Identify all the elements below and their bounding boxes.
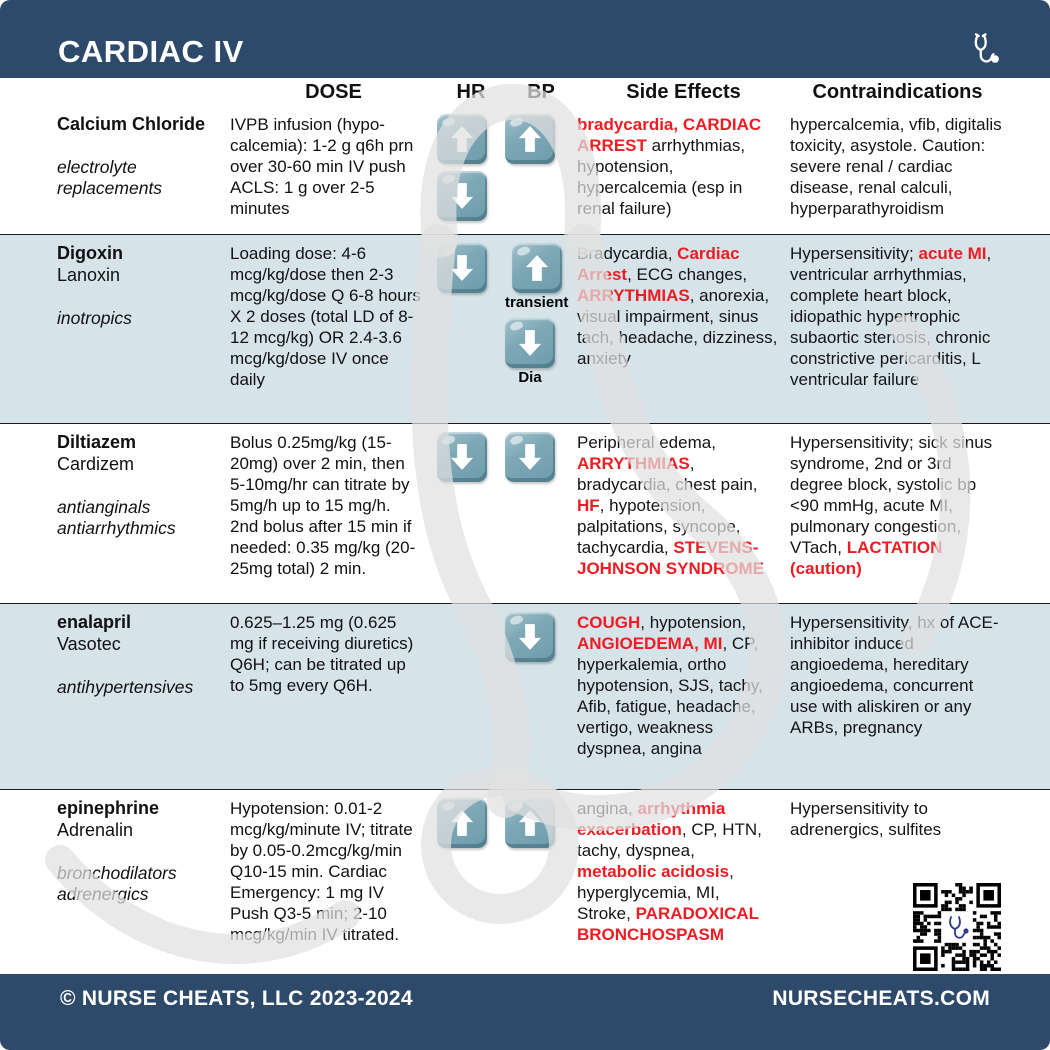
side-effects-text <box>577 432 790 599</box>
down-arrow-icon <box>505 318 555 368</box>
alert-text: bradycardia, CARDIAC ARREST <box>577 115 762 155</box>
drug-class <box>57 157 220 199</box>
body-text: Hypersensitivity; <box>790 244 919 263</box>
side-effects-text <box>577 798 790 969</box>
drug-name: enalapril <box>57 612 132 632</box>
drug-class-line: antiarrhythmics <box>57 518 176 538</box>
column-header-side-effects: Side Effects <box>626 81 741 103</box>
drug-class-line: adrenergics <box>57 884 149 904</box>
body-text: Hypersensitivity to adrenergics, sulfites <box>790 799 942 839</box>
drug-name: Calcium Chloride <box>57 114 206 134</box>
stethoscope-icon <box>968 32 1002 68</box>
alert-text: Cardiac Arrest <box>577 244 740 284</box>
contraindications-text <box>790 243 1005 419</box>
body-text: Peripheral edema, <box>577 433 716 452</box>
drug-brand: Adrenalin <box>57 820 134 840</box>
down-arrow-icon <box>437 432 487 482</box>
drug-class-line: antianginals <box>57 497 151 517</box>
drug-name-cell <box>57 612 230 785</box>
dose-text: Loading dose: 4-6 mcg/kg/dose then 2-3 mcg/kg/dose Q 6-8 hours X 2 doses (total LD of 8-12 mcg/kg) OR 2.4-3.6 mcg/kg/dose IV once daily <box>230 244 421 389</box>
drug-class <box>57 497 220 539</box>
arrow-label: Dia <box>518 369 542 386</box>
alert-text: COUGH <box>577 613 641 632</box>
up-arrow-unit <box>505 798 555 848</box>
drug-class <box>57 677 220 698</box>
side-effects-text <box>577 243 790 419</box>
bp-arrows <box>505 612 577 785</box>
down-arrow-unit <box>437 432 487 482</box>
up-arrow-icon <box>505 114 555 164</box>
hr-arrows <box>437 114 505 230</box>
hr-arrows <box>437 432 505 599</box>
alert-text: ARRYTHMIAS <box>577 286 690 305</box>
body-text: , anorexia, visual impairment, sinus tach, headache, dizziness, anxiety <box>577 286 778 368</box>
drug-class-line: bronchodilators <box>57 863 177 883</box>
contraindications-text <box>790 612 1005 785</box>
body-text: arrhythmias, hypotension, hypercalcemia (esp in renal failure) <box>577 136 746 218</box>
bp-arrows <box>505 114 577 230</box>
down-arrow-unit <box>437 243 487 293</box>
down-arrow-unit <box>505 432 555 482</box>
drug-class-line: replacements <box>57 178 163 198</box>
up-arrow-icon <box>437 798 487 848</box>
up-arrow-icon <box>505 798 555 848</box>
body-text: angina, <box>577 799 638 818</box>
alert-text: LACTATION (caution) <box>790 538 943 578</box>
up-arrow-unit <box>437 798 487 848</box>
drug-name-cell <box>57 432 230 599</box>
down-arrow-unit <box>437 171 487 221</box>
drug-row <box>0 423 1050 603</box>
body-text: , ventricular arrhythmias, complete heart block, idiopathic hypertrophic subaortic stenosis, chronic constrictive pericarditis, L ventricular failure <box>790 244 992 389</box>
body-text: , CP, hyperkalemia, ortho hypotension, SJS, tachy, Afib, fatigue, headache, vertigo, weakness dyspnea, angina <box>577 634 763 758</box>
alert-text: metabolic acidosis <box>577 862 730 881</box>
up-arrow-unit <box>437 114 487 164</box>
body-text: , hyperglycemia, MI, Stroke, <box>577 862 734 923</box>
drug-class <box>57 308 220 329</box>
up-arrow-icon <box>437 114 487 164</box>
drug-table-body <box>0 106 1050 973</box>
footer-band <box>0 974 1050 1050</box>
body-text: , CP, HTN, tachy, dyspnea, <box>577 820 762 860</box>
copyright-text: © NURSE CHEATS, LLC 2023-2024 <box>60 987 413 1010</box>
up-arrow-unit <box>505 243 568 311</box>
dose-text: 0.625–1.25 mg (0.625 mg if receiving diuretics) Q6H; can be titrated up to 5mg every Q6H. <box>230 613 414 695</box>
body-text: , ECG changes, <box>627 265 748 284</box>
bp-arrows <box>505 432 577 599</box>
down-arrow-unit <box>505 612 555 662</box>
body-text: hypercalcemia, vfib, digitalis toxicity, asystole. Caution: severe renal / cardiac disease, renal calculi, hyperparathyroidism <box>790 115 1002 218</box>
alert-text: HF <box>577 496 600 515</box>
alert-text: arrhythmia exacerbation <box>577 799 726 839</box>
down-arrow-icon <box>437 171 487 221</box>
header-band <box>0 0 1050 78</box>
page-title: CARDIAC IV <box>58 34 244 69</box>
body-text: Bradycardia, <box>577 244 678 263</box>
body-text: Hypersensitivity, hx of ACE-inhibitor induced angioedema, hereditary angioedema, concurrent use with aliskiren or any ARBs, pregnancy <box>790 613 999 737</box>
drug-row <box>0 603 1050 789</box>
body-text: Hypersensitivity; sick sinus syndrome, 2nd or 3rd degree block, systolic bp <90 mmHg, acute MI, pulmonary congestion, VTach, <box>790 433 993 557</box>
bp-arrows <box>505 243 577 419</box>
column-header-bp: BP <box>527 81 555 103</box>
down-arrow-icon <box>505 612 555 662</box>
down-arrow-icon <box>505 432 555 482</box>
drug-name-cell <box>57 798 230 969</box>
alert-text: PARADOXICAL BRONCHOSPASM <box>577 904 759 944</box>
body-text: , hypotension, palpitations, syncope, tachycardia, <box>577 496 741 557</box>
drug-name: Digoxin <box>57 243 123 263</box>
drug-class-line: antihypertensives <box>57 677 194 697</box>
drug-name: epinephrine <box>57 798 160 818</box>
contraindications-text <box>790 432 1005 599</box>
hr-arrows <box>437 612 505 785</box>
drug-class <box>57 863 220 905</box>
drug-name-cell <box>57 243 230 419</box>
side-effects-text <box>577 114 790 230</box>
drug-name: Diltiazem <box>57 432 137 452</box>
body-text: , bradycardia, chest pain, <box>577 454 758 494</box>
qr-code <box>913 883 1001 971</box>
up-arrow-icon <box>512 243 562 293</box>
down-arrow-unit <box>505 318 555 386</box>
drug-class-line: electrolyte <box>57 157 137 177</box>
drug-row <box>0 106 1050 234</box>
up-arrow-unit <box>505 114 555 164</box>
drug-brand: Vasotec <box>57 634 121 654</box>
drug-brand: Cardizem <box>57 454 135 474</box>
drug-row <box>0 234 1050 423</box>
alert-text: acute MI <box>918 244 987 263</box>
drug-class-line: inotropics <box>57 308 132 328</box>
hr-arrows <box>437 243 505 419</box>
dose-text: Hypotension: 0.01-2 mcg/kg/minute IV; titrate by 0.05-0.2mcg/kg/min Q10-15 min. Cardiac Emergency: 1 mg IV Push Q3-5 min; 2-10 mcg/kg/min IV titrated. <box>230 799 413 944</box>
column-header-row <box>0 78 1050 106</box>
drug-brand: Lanoxin <box>57 265 121 285</box>
drug-name-cell <box>57 114 230 230</box>
down-arrow-icon <box>437 243 487 293</box>
dose-text: Bolus 0.25mg/kg (15-20mg) over 2 min, then 5-10mg/hr can titrate by 5mg/h up to 15 mg/h. 2nd bolus after 15 min if needed: 0.35 mg/kg (20-25mg total) 2 min. <box>230 433 416 578</box>
website-text: NURSECHEATS.COM <box>772 987 990 1010</box>
column-header-contraindications: Contraindications <box>812 81 983 103</box>
alert-text: ANGIOEDEMA, MI <box>577 634 723 653</box>
bp-arrows <box>505 798 577 969</box>
column-header-dose: DOSE <box>305 81 362 103</box>
contraindications-text <box>790 114 1005 230</box>
hr-arrows <box>437 798 505 969</box>
drug-row <box>0 789 1050 973</box>
alert-text: ARRYTHMIAS <box>577 454 690 473</box>
arrow-label: transient <box>505 294 569 311</box>
body-text: , hypotension, <box>640 613 747 632</box>
column-header-hr: HR <box>456 81 486 103</box>
alert-text: STEVENS-JOHNSON SYNDROME <box>577 538 765 578</box>
dose-text: IVPB infusion (hypo-calcemia): 1-2 g q6h prn over 30-60 min IV push ACLS: 1 g over 2-5 minutes <box>230 115 414 218</box>
side-effects-text <box>577 612 790 785</box>
